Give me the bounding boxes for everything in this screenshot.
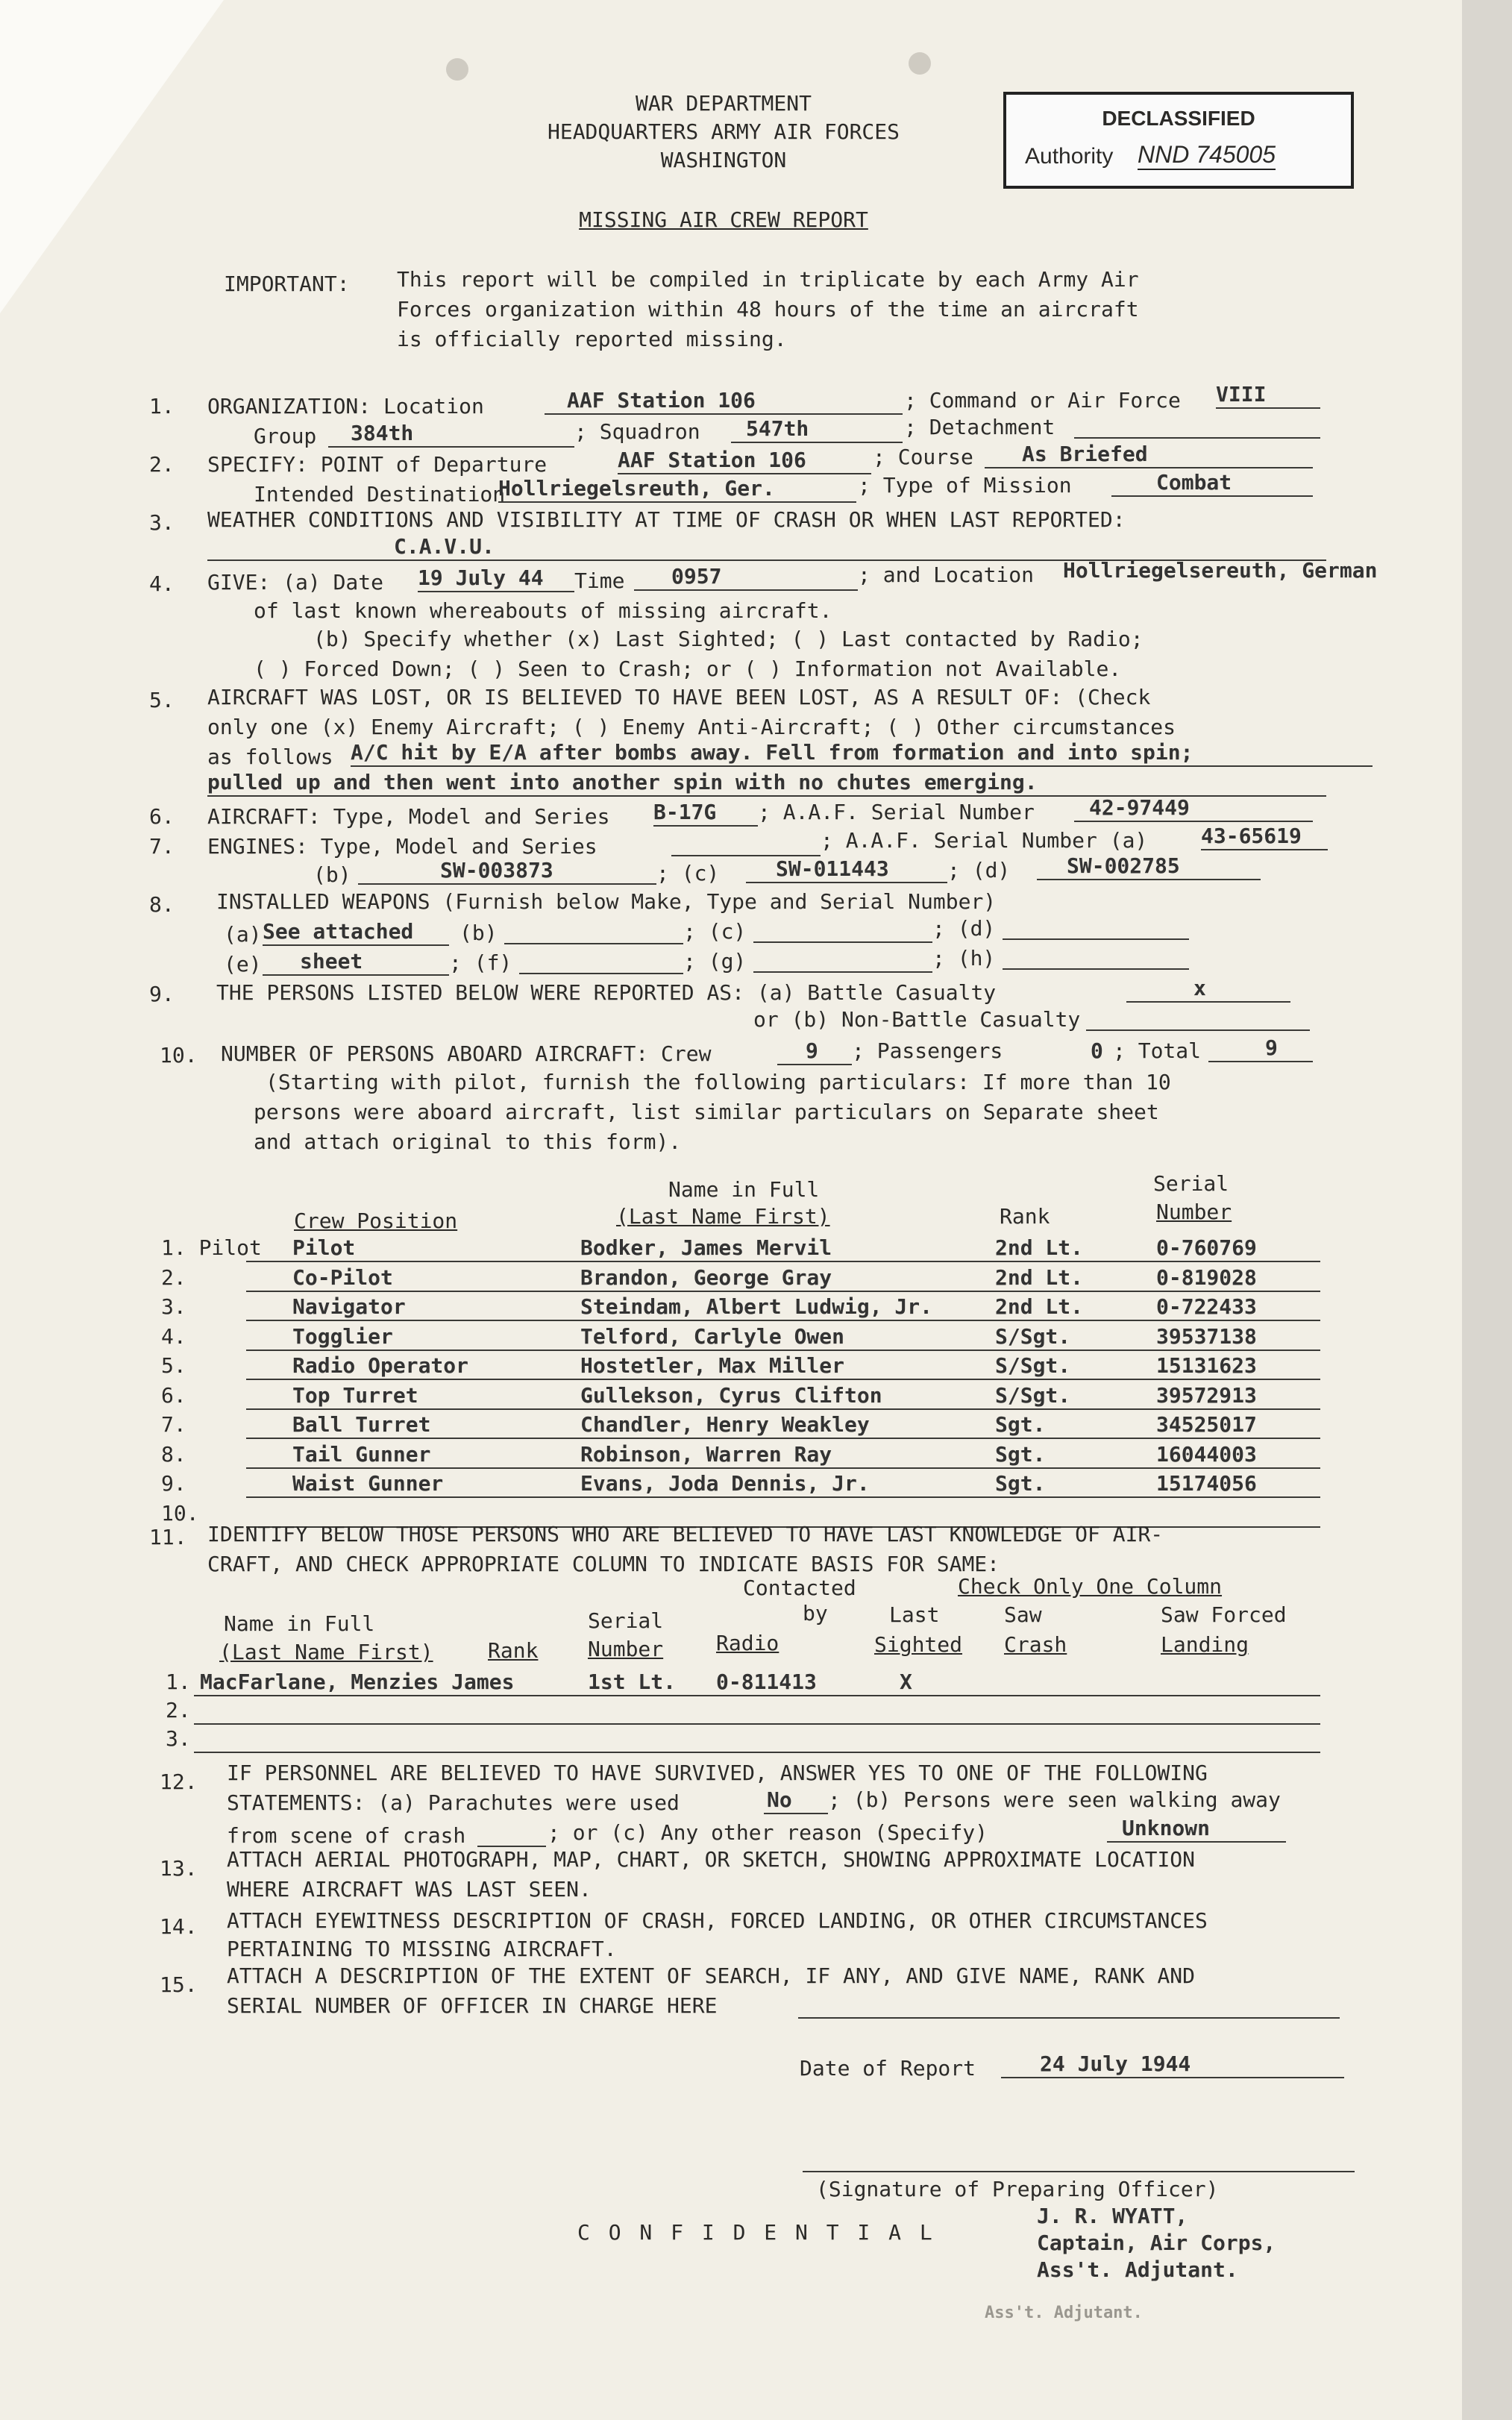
crew-name: Gullekson, Cyrus Clifton	[580, 1382, 882, 1408]
q4-time-field[interactable]	[634, 564, 858, 591]
q3-weather-value: C.A.V.U.	[394, 534, 495, 559]
q12-parachutes-value: No	[767, 1787, 792, 1812]
q8-b-label: (b)	[459, 921, 498, 945]
q1-squadron-field[interactable]	[731, 416, 903, 443]
q9-number: 9.	[149, 982, 175, 1006]
q12-number: 12.	[160, 1769, 198, 1794]
q10-line4: and attach original to this form).	[254, 1129, 682, 1154]
important-line1: This report will be compiled in triplicate by each Army Air	[397, 267, 1139, 292]
crew-position: Radio Operator	[292, 1353, 469, 1378]
q4-number: 4.	[149, 571, 175, 596]
witness-serial: 0-811413	[716, 1670, 817, 1694]
q11-line2: CRAFT, AND CHECK APPROPRIATE COLUMN TO INDICATE BASIS FOR SAME:	[207, 1552, 1000, 1576]
q4-line2: of last known whereabouts of missing aircraft.	[254, 598, 832, 623]
witness-rank: 1st Lt.	[588, 1670, 677, 1694]
crew-name: Brandon, George Gray	[580, 1264, 832, 1290]
witness-row	[0, 1726, 1417, 1752]
important-line3: is officially reported missing.	[397, 327, 787, 351]
q8-b-field[interactable]	[504, 918, 683, 944]
q12-line3a: from scene of crash	[227, 1823, 466, 1848]
q8-number: 8.	[149, 892, 175, 917]
q8-d-field[interactable]	[1003, 913, 1189, 940]
crew-position: Navigator	[292, 1294, 406, 1319]
crew-row	[0, 1383, 1417, 1408]
witness-last-sighted: X	[900, 1670, 912, 1694]
signature-label: (Signature of Preparing Officer)	[816, 2177, 1219, 2201]
crew-position: Ball Turret	[292, 1412, 431, 1437]
q8-c-label: ; (c)	[683, 919, 747, 944]
q5-as-follows: as follows	[207, 745, 333, 769]
q11-line1: IDENTIFY BELOW THOSE PERSONS WHO ARE BELIEVED TO HAVE LAST KNOWLEDGE OF AIR-	[207, 1522, 1164, 1546]
witness-row-line[interactable]	[194, 1702, 1320, 1725]
crew-header-name-top: Name in Full	[668, 1177, 820, 1202]
q1-command-field[interactable]	[1216, 382, 1320, 409]
q7-d-label: ; (d)	[947, 858, 1011, 883]
q5-circumstances-value2: pulled up and then went into another spin with no chutes emerging.	[207, 770, 1038, 794]
q1-group-label: Group	[254, 424, 317, 448]
q12-line2a: STATEMENTS: (a) Parachutes were used	[227, 1790, 680, 1815]
q11-header-contacted: Contacted	[743, 1576, 856, 1600]
q14-line2: PERTAINING TO MISSING AIRCRAFT.	[227, 1937, 617, 1961]
q5-number: 5.	[149, 688, 175, 712]
crew-header-position: Crew Position	[294, 1209, 458, 1233]
q1-squadron-label: ; Squadron	[574, 419, 700, 444]
q4-label: GIVE: (a) Date	[207, 570, 384, 595]
q6-serial-label: ; A.A.F. Serial Number	[758, 800, 1035, 824]
q12-line3b: ; or (c) Any other reason (Specify)	[548, 1820, 988, 1845]
q3-label: WEATHER CONDITIONS AND VISIBILITY AT TIME OF CRASH OR WHEN LAST REPORTED:	[207, 507, 1126, 532]
q7-label: ENGINES: Type, Model and Series	[207, 834, 597, 859]
q9-nonbattle-field[interactable]	[1086, 1004, 1310, 1031]
q10-line3: persons were aboard aircraft, list similar particulars on Separate sheet	[254, 1100, 1159, 1124]
q2-mission-value: Combat	[1156, 470, 1232, 495]
q7-b-label: (b)	[313, 862, 351, 887]
q7-number: 7.	[149, 834, 175, 859]
q11-header-saw-top: Saw	[1004, 1602, 1042, 1627]
witness-row-line[interactable]	[194, 1731, 1320, 1753]
q14-line1: ATTACH EYEWITNESS DESCRIPTION OF CRASH, FORCED LANDING, OR OTHER CIRCUMSTANCES	[227, 1908, 1208, 1933]
crew-row	[0, 1294, 1417, 1320]
witness-name: MacFarlane, Menzies James	[200, 1670, 515, 1694]
crew-serial: 34525017	[1156, 1412, 1257, 1437]
q11-header-check: Check Only One Column	[958, 1574, 1223, 1599]
q13-number: 13.	[160, 1856, 198, 1881]
q12-line2b: ; (b) Persons were seen walking away	[828, 1787, 1281, 1812]
q7-serial-label: ; A.A.F. Serial Number (a)	[821, 828, 1148, 853]
q8-a-label: (a)	[224, 922, 262, 947]
crew-rank: S/Sgt.	[995, 1382, 1071, 1408]
q11-header-name: (Last Name First)	[219, 1640, 433, 1664]
crew-serial: 39537138	[1156, 1323, 1257, 1349]
q11-header-last-top: Last	[889, 1602, 940, 1627]
crew-row-number: 6.	[161, 1382, 186, 1408]
q4-location-value: Hollriegelsereuth, German	[1063, 558, 1378, 583]
crew-row-number: 2.	[161, 1264, 186, 1290]
q6-serial-field[interactable]	[1074, 795, 1313, 822]
q6-label: AIRCRAFT: Type, Model and Series	[207, 804, 610, 829]
crew-rank: Sgt.	[995, 1412, 1046, 1437]
q8-f-field[interactable]	[519, 947, 683, 974]
q7-c-value: SW-011443	[776, 856, 889, 881]
crew-rank: Sgt.	[995, 1441, 1046, 1467]
q2-mission-field[interactable]	[1111, 470, 1313, 497]
crew-header-serial: Number	[1156, 1200, 1232, 1224]
q7-d-value: SW-002785	[1067, 853, 1180, 878]
q5-line2: only one (x) Enemy Aircraft; ( ) Enemy Anti-Aircraft; ( ) Other circumstances	[207, 715, 1176, 739]
q6-type-field[interactable]	[653, 800, 758, 827]
crew-rank: S/Sgt.	[995, 1323, 1071, 1349]
q10-number: 10.	[160, 1043, 198, 1068]
crew-row	[0, 1412, 1417, 1438]
q11-number: 11.	[149, 1525, 187, 1549]
ghost-text: Ass't. Adjutant.	[985, 2304, 1143, 2322]
header-line3: WASHINGTON	[660, 148, 787, 172]
witness-row-number: 1.	[166, 1670, 191, 1694]
q4-line4: ( ) Forced Down; ( ) Seen to Crash; or ( ) Information not Available.	[254, 656, 1122, 681]
q8-d-label: ; (d)	[932, 916, 996, 941]
punch-hole	[909, 52, 931, 75]
witness-row-number: 3.	[166, 1726, 191, 1751]
q10-total-value: 9	[1265, 1035, 1278, 1060]
q4-date-value: 19 July 44	[418, 565, 544, 590]
crew-position: Top Turret	[292, 1382, 418, 1408]
q7-b-value: SW-003873	[440, 858, 553, 883]
q1-command-value: VIII	[1216, 382, 1267, 407]
q2-label: SPECIFY: POINT of Departure	[207, 452, 548, 477]
crew-rank: S/Sgt.	[995, 1353, 1071, 1378]
q12-parachutes-field[interactable]	[764, 1787, 828, 1814]
q8-a-field[interactable]	[263, 919, 449, 946]
q7-c-field[interactable]	[746, 856, 947, 883]
crew-row	[0, 1353, 1417, 1379]
q11-header-radio: Radio	[716, 1631, 779, 1655]
q7-a-value: 43-65619	[1201, 824, 1302, 848]
crew-row-number: 3.	[161, 1294, 186, 1319]
page-title: MISSING AIR CREW REPORT	[579, 207, 868, 232]
crew-row	[0, 1235, 1417, 1261]
q8-e-field[interactable]	[263, 949, 449, 976]
stamp-authority-value: NND 745005	[1138, 141, 1276, 170]
header-line1: WAR DEPARTMENT	[635, 91, 812, 116]
crew-name: Evans, Joda Dennis, Jr.	[580, 1471, 870, 1496]
q1-command-label: ; Command or Air Force	[904, 388, 1181, 413]
q8-h-field[interactable]	[1003, 943, 1189, 970]
crew-row-number: 4.	[161, 1323, 186, 1349]
stamp-title: DECLASSIFIED	[1102, 107, 1255, 130]
q6-type-value: B-17G	[653, 800, 717, 824]
crew-rank: Sgt.	[995, 1471, 1046, 1496]
q8-label: INSTALLED WEAPONS (Furnish below Make, Type and Serial Number)	[216, 889, 997, 914]
q11-header-saw: Crash	[1004, 1632, 1067, 1657]
crew-rank: 2nd Lt.	[995, 1235, 1084, 1260]
crew-name: Robinson, Warren Ray	[580, 1441, 832, 1467]
officer-title1: Captain, Air Corps,	[1037, 2231, 1276, 2255]
crew-header-rank: Rank	[1000, 1204, 1050, 1229]
crew-position: Co-Pilot	[292, 1264, 393, 1290]
q8-g-field[interactable]	[753, 946, 932, 973]
q7-a-field[interactable]	[1201, 824, 1328, 850]
q11-header-forced-top: Saw Forced	[1161, 1602, 1287, 1627]
crew-name: Hostetler, Max Miller	[580, 1353, 845, 1378]
q2-departure-value: AAF Station 106	[618, 448, 806, 472]
crew-header-serial-top: Serial	[1153, 1171, 1229, 1196]
report-date-value: 24 July 1944	[1040, 2051, 1191, 2076]
crew-position: Tail Gunner	[292, 1441, 431, 1467]
q1-group-field[interactable]	[328, 421, 574, 448]
crew-row	[0, 1324, 1417, 1350]
q11-header-rank: Rank	[488, 1638, 539, 1663]
q1-group-value: 384th	[351, 421, 414, 445]
q8-c-field[interactable]	[753, 916, 932, 943]
q12-other-value: Unknown	[1122, 1816, 1211, 1840]
q2-number: 2.	[149, 452, 175, 477]
crew-name: Chandler, Henry Weakley	[580, 1412, 870, 1437]
witness-row	[0, 1698, 1417, 1723]
crew-position: Togglier	[292, 1323, 393, 1349]
report-date-label: Date of Report	[800, 2056, 976, 2081]
crew-serial: 0-722433	[1156, 1294, 1257, 1319]
q5-circumstances-field[interactable]	[351, 740, 1373, 767]
q10-passengers-value: 0	[1091, 1038, 1103, 1063]
header-line2: HEADQUARTERS ARMY AIR FORCES	[547, 119, 900, 144]
crew-header-name: (Last Name First)	[616, 1204, 830, 1229]
q8-e-label: (e)	[224, 952, 262, 977]
crew-row-number: 10.	[161, 1500, 199, 1526]
q14-number: 14.	[160, 1914, 198, 1939]
q1-detachment-label: ; Detachment	[904, 415, 1055, 439]
q15-number: 15.	[160, 1972, 198, 1997]
q5-circumstances-field-2[interactable]	[207, 770, 1326, 797]
q15-officer-field[interactable]	[798, 1992, 1340, 2019]
q4-line3: (b) Specify whether (x) Last Sighted; ( ) Last contacted by Radio;	[313, 627, 1144, 651]
crew-name: Bodker, James Mervil	[580, 1235, 832, 1260]
q4-date-field[interactable]	[418, 565, 574, 592]
q7-model-field[interactable]	[671, 830, 821, 856]
q13-line2: WHERE AIRCRAFT WAS LAST SEEN.	[227, 1877, 592, 1902]
q10-crew-field[interactable]	[777, 1038, 852, 1065]
signature-line[interactable]	[803, 2148, 1355, 2172]
crew-row	[0, 1265, 1417, 1291]
q7-d-field[interactable]	[1037, 853, 1261, 880]
crew-row	[0, 1471, 1417, 1496]
q11-header-serial: Number	[588, 1637, 664, 1661]
crew-position: Waist Gunner	[292, 1471, 444, 1496]
important-label: IMPORTANT:	[224, 272, 350, 296]
q4-time-value: 0957	[671, 564, 722, 589]
q6-serial-value: 42-97449	[1089, 795, 1190, 820]
q10-line2: (Starting with pilot, furnish the following particulars: If more than 10	[266, 1070, 1171, 1094]
confidential-mark: C O N F I D E N T I A L	[577, 2220, 935, 2245]
q8-h-label: ; (h)	[932, 946, 996, 971]
crew-row	[0, 1442, 1417, 1467]
q9-label2: or (b) Non-Battle Casualty	[753, 1007, 1081, 1032]
q1-location-value: AAF Station 106	[567, 388, 756, 413]
crew-rank: 2nd Lt.	[995, 1294, 1084, 1319]
q2-course-label: ; Course	[873, 445, 973, 469]
q12-line1: IF PERSONNEL ARE BELIEVED TO HAVE SURVIVED, ANSWER YES TO ONE OF THE FOLLOWING	[227, 1761, 1208, 1785]
q3-weather-field[interactable]	[207, 534, 1326, 561]
officer-name: J. R. WYATT,	[1037, 2204, 1188, 2228]
crew-serial: 0-760769	[1156, 1235, 1257, 1260]
crew-row-number: 9.	[161, 1471, 186, 1496]
crew-name: Steindam, Albert Ludwig, Jr.	[580, 1294, 933, 1319]
q9-battle-field[interactable]	[1126, 976, 1290, 1003]
q7-c-label: ; (c)	[656, 861, 720, 885]
q13-line1: ATTACH AERIAL PHOTOGRAPH, MAP, CHART, OR SKETCH, SHOWING APPROXIMATE LOCATION	[227, 1847, 1196, 1872]
q3-number: 3.	[149, 510, 175, 535]
crew-serial: 15131623	[1156, 1353, 1257, 1378]
witness-row-number: 2.	[166, 1698, 191, 1722]
officer-title2: Ass't. Adjutant.	[1037, 2257, 1238, 2282]
crew-name: Telford, Carlyle Owen	[580, 1323, 845, 1349]
q15-line2: SERIAL NUMBER OF OFFICER IN CHARGE HERE	[227, 1993, 718, 2018]
q1-number: 1.	[149, 394, 175, 419]
witness-row	[0, 1670, 1417, 1695]
q12-other-field[interactable]	[1107, 1816, 1286, 1843]
q5-line1: AIRCRAFT WAS LOST, OR IS BELIEVED TO HAVE BEEN LOST, AS A RESULT OF: (Check	[207, 685, 1151, 709]
q2-destination-value: Hollriegelsreuth, Ger.	[498, 476, 775, 501]
important-line2: Forces organization within 48 hours of the time an aircraft	[397, 297, 1139, 322]
q8-e-value: sheet	[300, 949, 363, 974]
q2-mission-label: ; Type of Mission	[858, 473, 1072, 498]
q10-pass-label: ; Passengers	[852, 1038, 1003, 1063]
crew-serial: 16044003	[1156, 1441, 1257, 1467]
q4-location-field[interactable]	[1063, 558, 1436, 583]
q10-crew-value: 9	[806, 1038, 818, 1063]
crew-rank: 2nd Lt.	[995, 1264, 1084, 1290]
q11-header-last: Sighted	[874, 1632, 963, 1657]
q12-walking-field[interactable]	[477, 1820, 546, 1847]
crew-serial: 0-819028	[1156, 1264, 1257, 1290]
q1-label: ORGANIZATION: Location	[207, 394, 484, 419]
report-date-field[interactable]	[1001, 2051, 1344, 2078]
q2-destination-label: Intended Destination	[254, 482, 506, 507]
q11-header-name-top: Name in Full	[224, 1611, 375, 1636]
q11-header-forced: Landing	[1161, 1632, 1249, 1657]
q2-departure-field[interactable]	[618, 448, 871, 474]
q10-label: NUMBER OF PERSONS ABOARD AIRCRAFT: Crew	[221, 1041, 712, 1066]
punch-hole	[446, 58, 468, 81]
crew-position: Pilot	[292, 1235, 356, 1260]
q5-circumstances-value1: A/C hit by E/A after bombs away. Fell from formation and into spin;	[351, 740, 1193, 765]
crew-serial: 15174056	[1156, 1471, 1257, 1496]
q11-header-by: by	[803, 1601, 828, 1626]
q8-a-value: See attached	[263, 919, 414, 944]
crew-row-number: 8.	[161, 1441, 186, 1467]
q4-location-label: ; and Location	[858, 562, 1035, 587]
crew-serial: 39572913	[1156, 1382, 1257, 1408]
q2-course-value: As Briefed	[1022, 442, 1148, 466]
crew-row-number: 7.	[161, 1412, 186, 1437]
q7-b-field[interactable]	[358, 858, 656, 885]
q1-detachment-field[interactable]	[1074, 412, 1320, 439]
q10-total-field[interactable]	[1208, 1035, 1313, 1062]
q8-f-label: ; (f)	[449, 950, 512, 975]
q2-destination-field[interactable]	[498, 476, 856, 503]
q8-g-label: ; (g)	[683, 949, 747, 974]
q1-squadron-value: 547th	[746, 416, 809, 441]
q4-time-label: Time	[574, 568, 625, 593]
crew-row-number: 5.	[161, 1353, 186, 1378]
q9-label: THE PERSONS LISTED BELOW WERE REPORTED AS: (a) Battle Casualty	[216, 980, 997, 1005]
crew-row-number: 1. Pilot	[161, 1235, 262, 1260]
q10-total-label: ; Total	[1113, 1038, 1202, 1063]
q9-battle-value: x	[1193, 976, 1206, 1000]
q2-course-field[interactable]	[985, 442, 1313, 468]
q1-location-field[interactable]	[545, 388, 903, 415]
q11-header-serial-top: Serial	[588, 1608, 664, 1633]
stamp-authority-label: Authority	[1025, 144, 1114, 169]
q15-line1: ATTACH A DESCRIPTION OF THE EXTENT OF SEARCH, IF ANY, AND GIVE NAME, RANK AND	[227, 1963, 1196, 1988]
q6-number: 6.	[149, 804, 175, 829]
